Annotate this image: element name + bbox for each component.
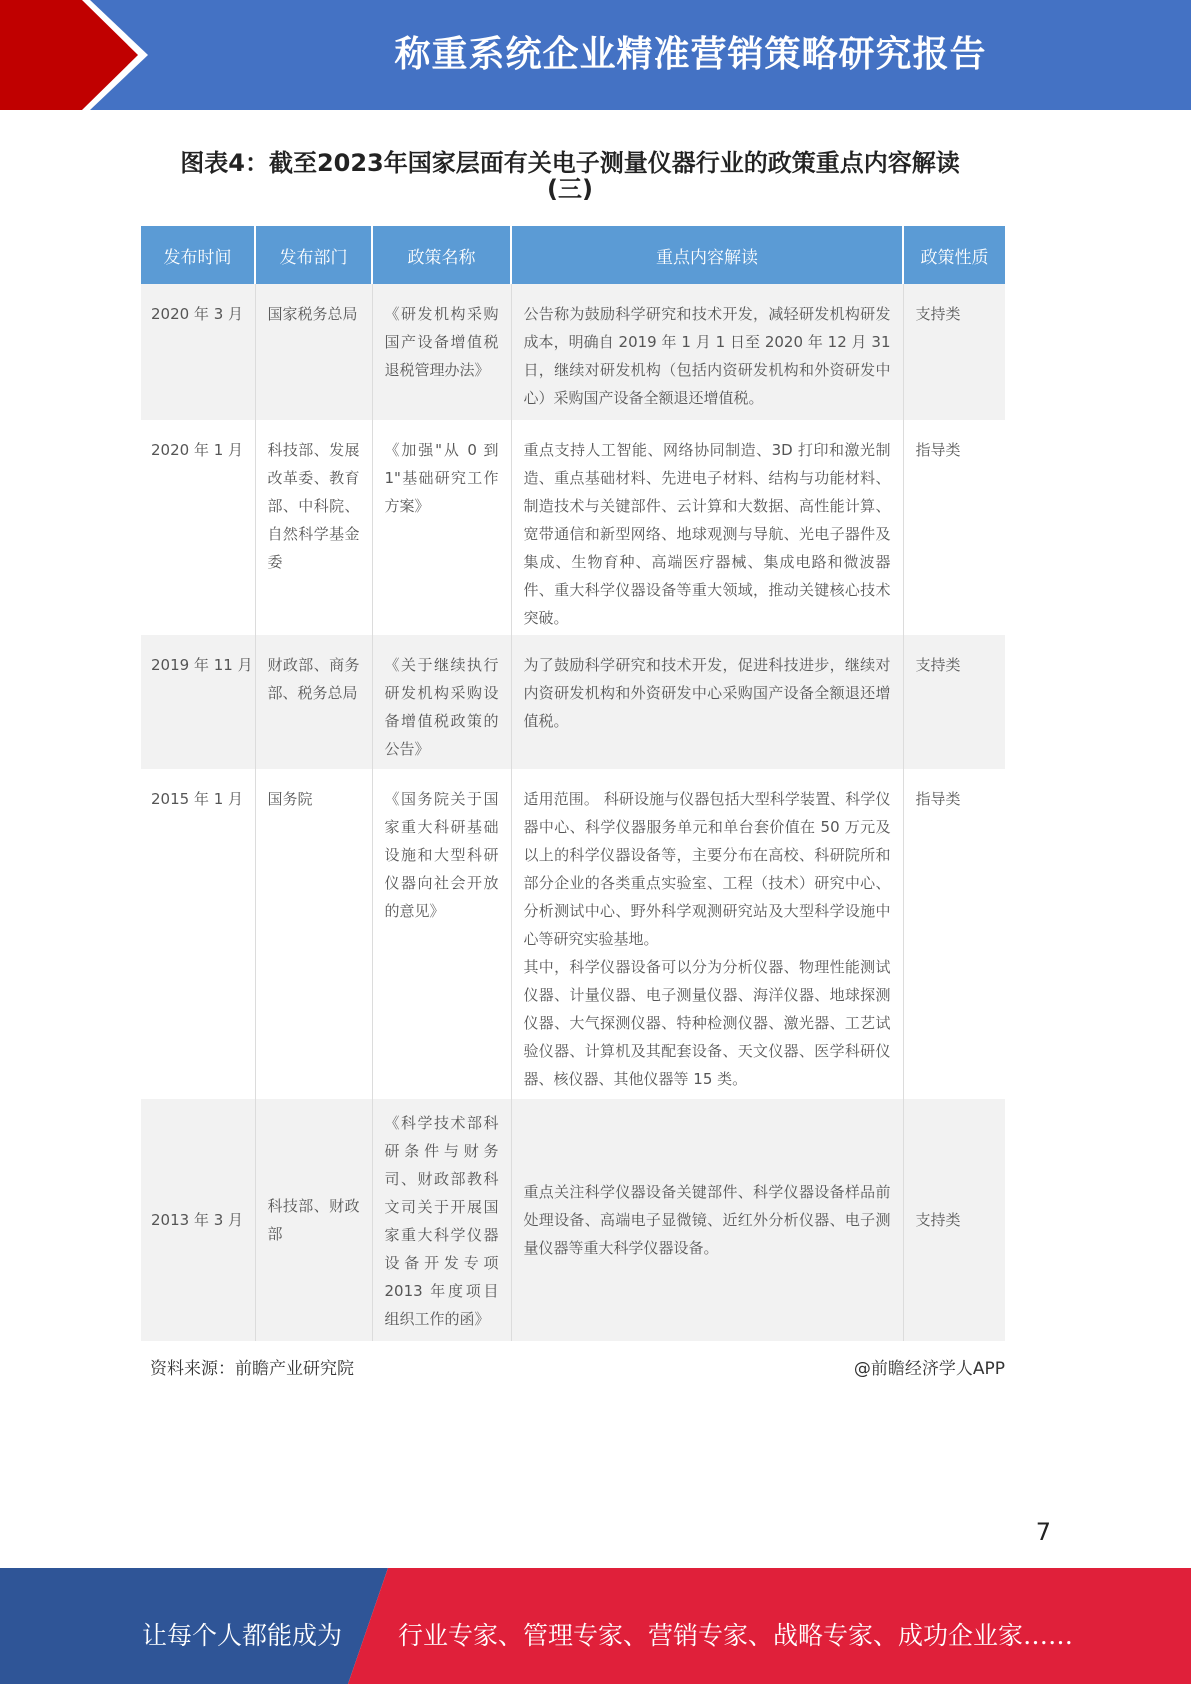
page-header <box>0 0 1191 110</box>
cell-content: 重点支持人工智能、网络协同制造、3D 打印和激光制造、重点基础材料、先进电子材料、结构与功能材料、制造技术与关键部件、云计算和大数据、高性能计算、宽带通信和新型网络、地球观测与导航、光电子器件及集成、生物育种、高端医疗器械、集成电路和微波器件、重大科学仪器设备等重大领域，推动关键核心技术突破。 <box>511 420 903 635</box>
policy-table <box>141 226 1005 1341</box>
table-row <box>141 420 1005 635</box>
attribution: @前瞻经济学人APP <box>853 1359 1005 1379</box>
cell-nature: 支持类 <box>903 1099 1005 1341</box>
column-header-department: 发布部门 <box>255 226 372 284</box>
cell-policy: 《研发机构采购国产设备增值税退税管理办法》 <box>372 284 511 420</box>
cell-department: 财政部、商务部、税务总局 <box>255 635 372 769</box>
cell-nature: 支持类 <box>903 284 1005 420</box>
cell-nature: 支持类 <box>903 635 1005 769</box>
footer-slogan-left: 让每个人都能成为 <box>142 1621 343 1650</box>
cell-content-paragraph: 其中，科学仪器设备可以分为分析仪器、物理性能测试仪器、计量仪器、电子测量仪器、海洋仪器、地球探测仪器、大气探测仪器、特种检测仪器、激光器、工艺试验仪器、计算机及其配套设备、天文仪器、医学科研仪器、核仪器、其他仪器等 15 类。 <box>523 958 891 1088</box>
cell-content <box>511 769 903 1099</box>
cell-nature: 指导类 <box>903 420 1005 635</box>
cell-department: 科技部、发展改革委、教育部、中科院、自然科学基金委 <box>255 420 372 635</box>
source-note: 资料来源：前瞻产业研究院 <box>150 1359 354 1379</box>
cell-date: 2020 年 3 月 <box>141 284 255 420</box>
cell-content: 公告称为鼓励科学研究和技术开发，减轻研发机构研发成本，明确自 2019 年 1 月 1 日至 2020 年 12 月 31 日，继续对研发机构（包括内资研发机构和外资研发中心）采购国产设备全额退还增值税。 <box>511 284 903 420</box>
table-header-row <box>141 226 1005 284</box>
cell-content: 为了鼓励科学研究和技术开发，促进科技进步，继续对内资研发机构和外资研发中心采购国产设备全额退还增值税。 <box>511 635 903 769</box>
cell-department: 国家税务总局 <box>255 284 372 420</box>
column-header-nature: 政策性质 <box>903 226 1005 284</box>
red-chevron-decoration <box>0 0 160 110</box>
cell-policy: 《科学技术部科研条件与财务司、财政部教科文司关于开展国家重大科学仪器设备开发专项 2013 年度项目组织工作的函》 <box>372 1099 511 1341</box>
column-header-policy: 政策名称 <box>372 226 511 284</box>
cell-date: 2015 年 1 月 <box>141 769 255 1099</box>
column-header-content: 重点内容解读 <box>511 226 903 284</box>
table-row <box>141 769 1005 1099</box>
page-number: 7 <box>1035 1518 1051 1546</box>
report-title: 称重系统企业精准营销策略研究报告 <box>394 34 987 75</box>
cell-department: 国务院 <box>255 769 372 1099</box>
figure-title-line1: 图表4：截至2023年国家层面有关电子测量仪器行业的政策重点内容解读 <box>180 149 960 177</box>
cell-date: 2019 年 11 月 <box>141 635 255 769</box>
figure-title-line2: (三) <box>547 175 593 203</box>
column-header-date: 发布时间 <box>141 226 255 284</box>
cell-policy: 《关于继续执行研发机构采购设备增值税政策的公告》 <box>372 635 511 769</box>
table-row <box>141 635 1005 769</box>
cell-date: 2013 年 3 月 <box>141 1099 255 1341</box>
cell-policy: 《加强"从 0 到 1"基础研究工作方案》 <box>372 420 511 635</box>
cell-department: 科技部、财政部 <box>255 1099 372 1341</box>
table-row <box>141 1099 1005 1341</box>
figure-title <box>140 150 1000 202</box>
cell-content: 重点关注科学仪器设备关键部件、科学仪器设备样品前处理设备、高端电子显微镜、近红外分析仪器、电子测量仪器等重大科学仪器设备。 <box>511 1099 903 1341</box>
cell-policy: 《国务院关于国家重大科研基础设施和大型科研仪器向社会开放的意见》 <box>372 769 511 1099</box>
cell-content-paragraph: 适用范围。 科研设施与仪器包括大型科学装置、科学仪器中心、科学仪器服务单元和单台套价值在 50 万元及以上的科学仪器设备等，主要分布在高校、科研院所和部分企业的各类重点实验室、工程（技术）研究中心、分析测试中心、野外科学观测研究站及大型科学设施中心等研究实验基地。 <box>523 790 891 948</box>
cell-nature: 指导类 <box>903 769 1005 1099</box>
table-row <box>141 284 1005 420</box>
footer-slogan-right: 行业专家、管理专家、营销专家、战略专家、成功企业家…… <box>398 1621 1074 1650</box>
cell-date: 2020 年 1 月 <box>141 420 255 635</box>
